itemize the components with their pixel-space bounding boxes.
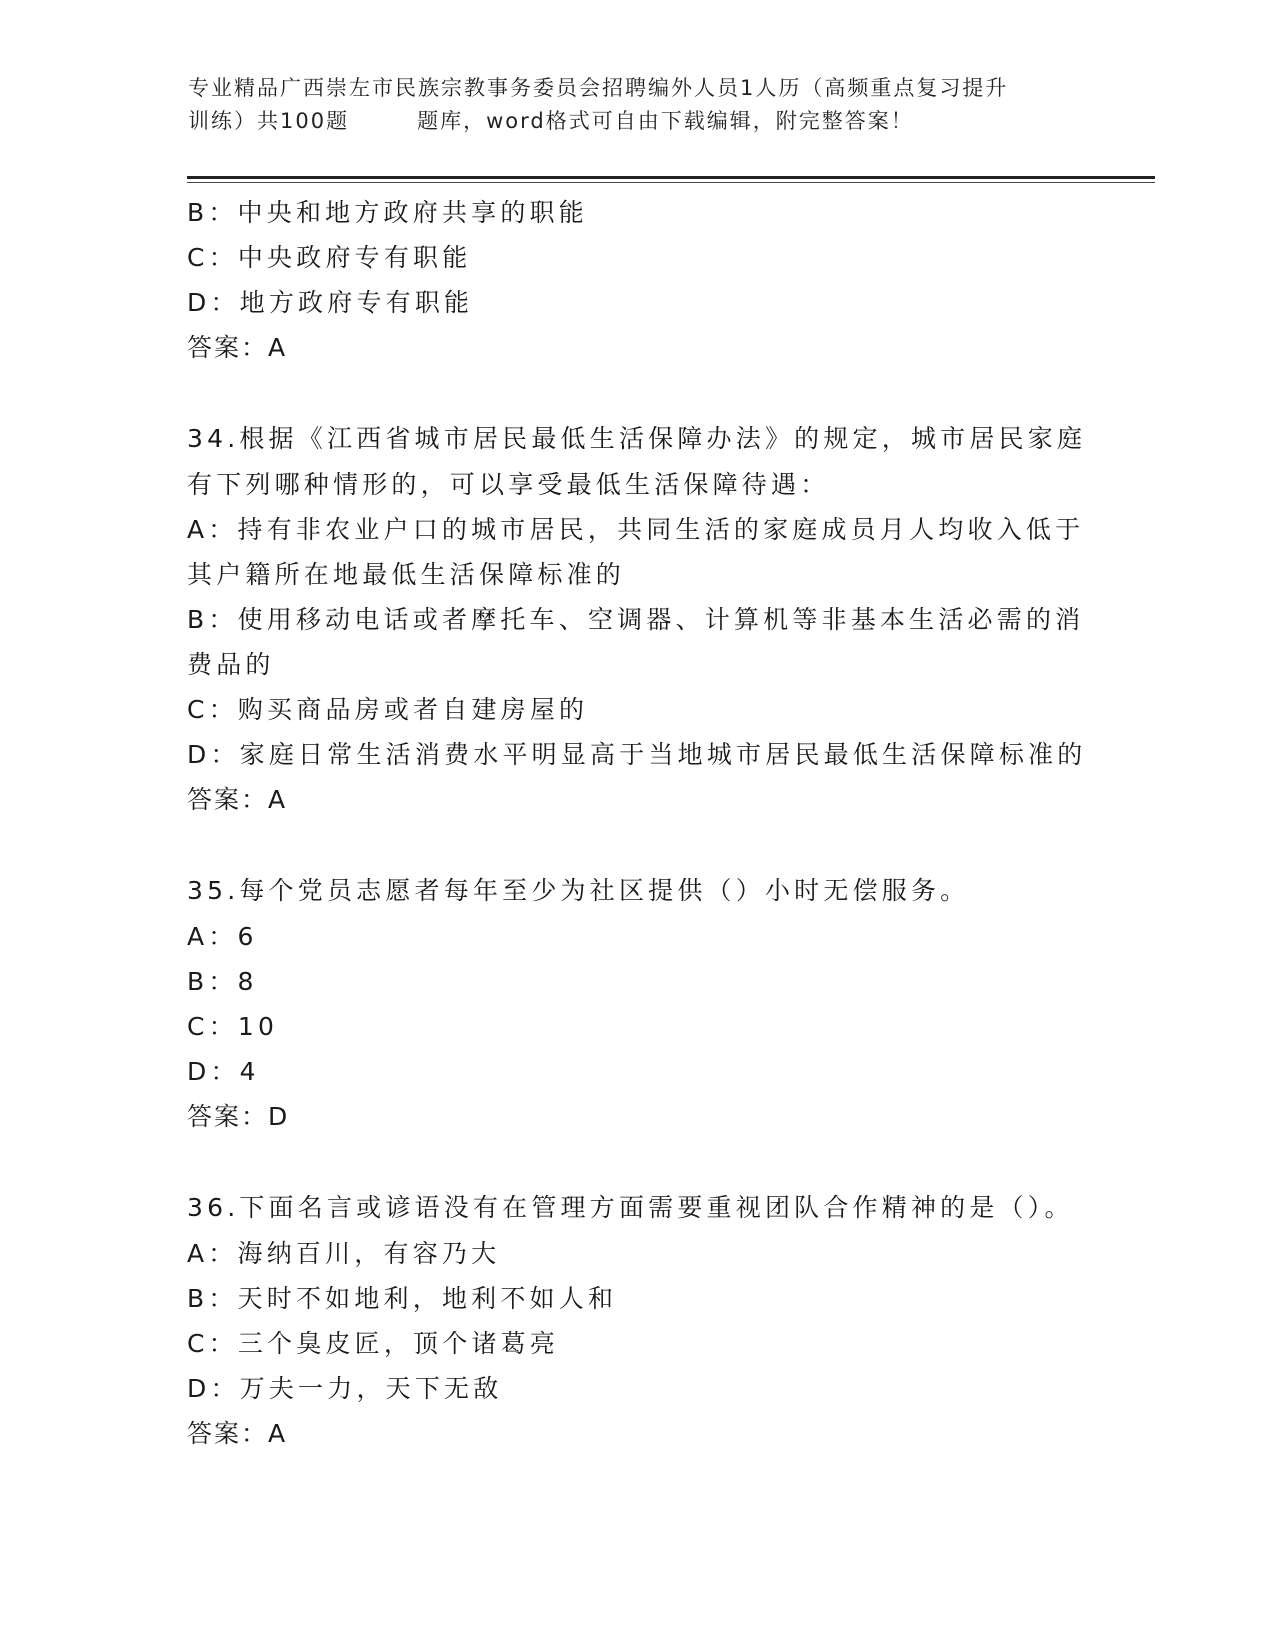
option-a-line-2: 其户籍所在地最低生活保障标准的: [187, 560, 626, 589]
option-c: C：购买商品房或者自建房屋的: [187, 695, 589, 724]
option-c: C：三个臭皮匠，顶个诸葛亮: [187, 1329, 560, 1358]
option-c: C：10: [187, 1012, 279, 1041]
header-divider-thick: [187, 176, 1155, 179]
option-d: D：4: [187, 1057, 260, 1086]
option-a-line-1: A：持有非农业户口的城市居民，共同生活的家庭成员月人均收入低于: [187, 515, 1085, 544]
header-line-1: 专业精品广西崇左市民族宗教事务委员会招聘编外人员1人历（高频重点复习提升: [188, 76, 1009, 100]
option-b: B：8: [187, 967, 258, 996]
header-line-2: [188, 105, 1088, 138]
question-34: [187, 416, 1087, 822]
option-c: C：中央政府专有职能: [187, 243, 472, 272]
option-b-line-2: 费品的: [187, 650, 275, 679]
header-divider-thin: [187, 182, 1155, 183]
option-b: B：天时不如地利，地利不如人和: [187, 1284, 618, 1313]
question-36: [187, 1185, 1087, 1456]
question-stem: 36.下面名言或谚语没有在管理方面需要重视团队合作精神的是（）。: [187, 1193, 1074, 1222]
option-b-line-1: B：使用移动电话或者摩托车、空调器、计算机等非基本生活必需的消: [187, 605, 1085, 634]
answer: 答案：A: [187, 1419, 288, 1448]
answer: 答案：D: [187, 1102, 290, 1131]
question-35: [187, 868, 1087, 1139]
header-line-2-part-2: 题库，word格式可自由下载编辑，附完整答案！: [417, 109, 914, 133]
option-d: D：万夫一力，天下无敌: [187, 1374, 503, 1403]
question-33-continued: [187, 190, 1087, 370]
document-header: [188, 72, 1088, 138]
header-line-2-part-1: 训练）共100题: [188, 109, 350, 133]
option-a: A：海纳百川，有容乃大: [187, 1239, 501, 1268]
option-d: D：家庭日常生活消费水平明显高于当地城市居民最低生活保障标准的: [187, 740, 1087, 769]
answer: 答案：A: [187, 333, 288, 362]
option-b: B：中央和地方政府共享的职能: [187, 198, 588, 227]
answer: 答案：A: [187, 785, 288, 814]
question-stem-line-1: 34.根据《江西省城市居民最低生活保障办法》的规定，城市居民家庭: [187, 424, 1087, 453]
question-content: [187, 190, 1087, 1456]
option-d: D：地方政府专有职能: [187, 288, 474, 317]
question-stem: 35.每个党员志愿者每年至少为社区提供（）小时无偿服务。: [187, 876, 970, 905]
question-stem-line-2: 有下列哪种情形的，可以享受最低生活保障待遇：: [187, 470, 830, 499]
option-a: A：6: [187, 922, 258, 951]
